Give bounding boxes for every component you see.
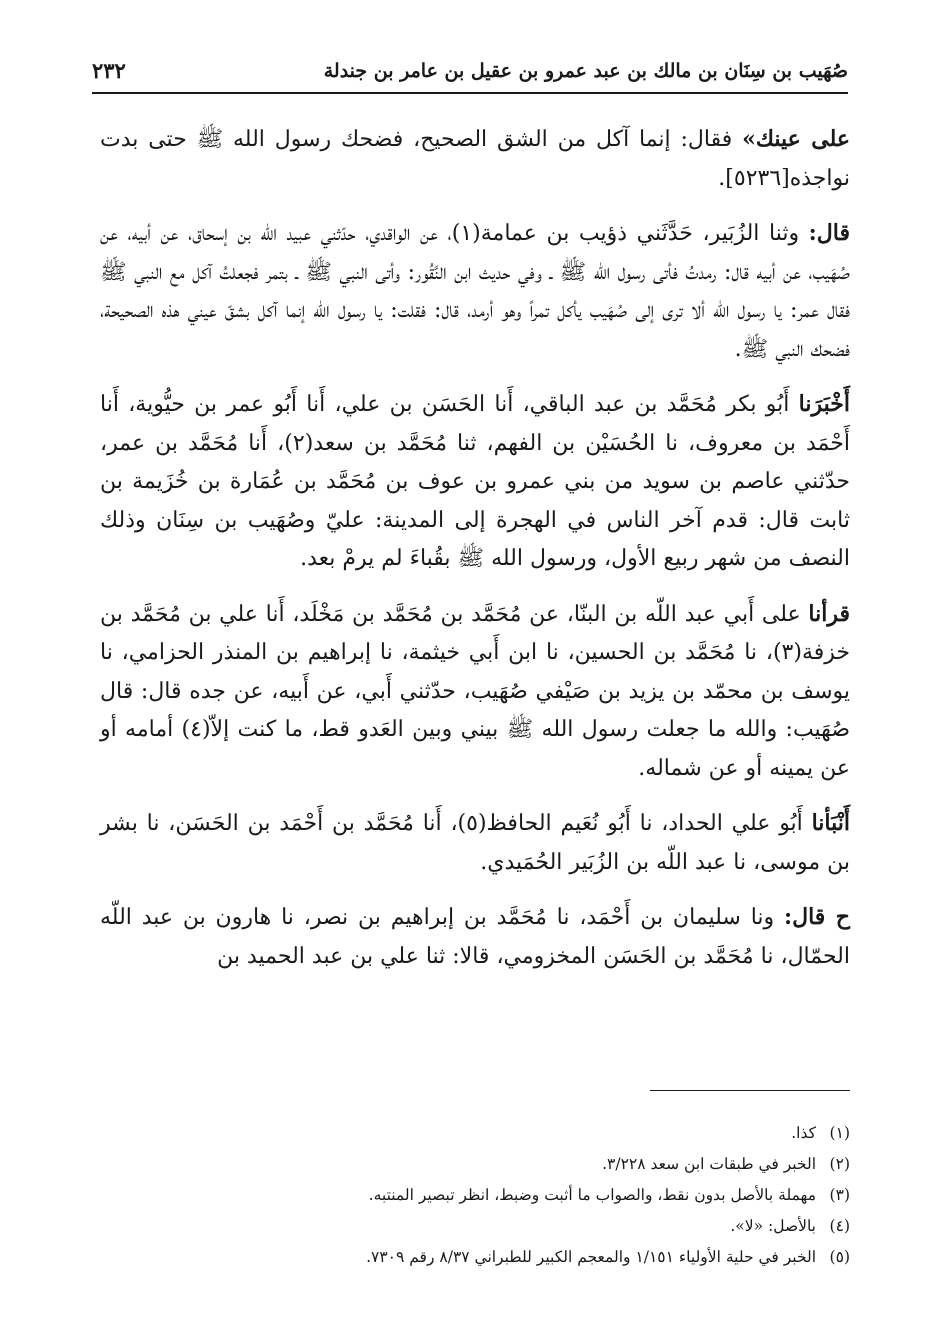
paragraph (100, 214, 850, 369)
paragraph-text: فقال: إنما آكل من الشق الصحيح، فضحك رسول الله ﷺ حتى بدت نواجذه[٥٢٣٦]. (100, 127, 850, 191)
footnote-text: الخبر في حلية الأولياء ١/١٥١ والمعجم الكبير للطبراني ٨/٣٧ رقم ٧٣٠٩. (366, 1248, 816, 1266)
footnote (100, 1180, 850, 1211)
footnote (100, 1242, 850, 1273)
paragraph (100, 898, 850, 976)
footnote-number: (٥) (829, 1248, 850, 1266)
paragraph (100, 804, 850, 882)
paragraph-lead: ح قال: (783, 904, 850, 930)
footnote-text: كذا. (791, 1124, 816, 1142)
page-number: ٢٣٢ (92, 58, 126, 83)
footnotes (100, 1118, 850, 1273)
paragraph-lead: على عينك» (742, 126, 850, 152)
footnote-text: بالأصل: «لا». (730, 1217, 816, 1235)
footnote-number: (٢) (829, 1155, 850, 1173)
footnote-number: (٣) (829, 1186, 850, 1204)
paragraph-text: أَبُو علي الحداد، نا أَبُو نُعَيم الحافظ(٥)، أَنا مُحَمَّد بن أَحْمَد بن الحَسَن، نا بشر بن موسى، نا عبد اللّه بن الزُبَير الحُمَيدي. (100, 811, 850, 875)
page-header (92, 52, 848, 94)
footnote (100, 1149, 850, 1180)
paragraph-lead: قال: (808, 220, 850, 246)
footnote (100, 1211, 850, 1242)
paragraph (100, 385, 850, 579)
paragraph (100, 595, 850, 789)
paragraph-text: وثنا الزُبَير، حَدَّثَني ذؤيب بن عمامة(١)، عن الواقدي، حدّثني عبيد الله بن إسحاق، عن أبيه، عن صُهَيب، عن أبيه قال: رمدتُ فأتى رسول الله ﷺ ـ وفي حديث ابن النَّقُور: وأتى النبي ﷺ ـ بتمر فجعلتُ آكل مع النبي ﷺ فقال عمر: يا رسول الله ألا ترى إلى صُهَيب يأكل تمراً وهو أرمد، قال: فقلت: يا رسول الله إنما آكل بشقّ عيني هذه الصحيحة، فضحك النبي ﷺ. (100, 221, 851, 362)
paragraph-text: على أَبي عبد اللّه بن البنّا، عن مُحَمَّد بن مُحَمَّد بن مَخْلَد، أَنا علي بن مُحَمَّد بن خزفة(٣)، نا مُحَمَّد بن الحسين، نا ابن أَبي خيثمة، نا إبراهيم بن المنذر الحزامي، نا يوسف بن محمّد بن يزيد بن صَيْفي صُهَيب، حدّثني أَبي، عن أَبيه، عن جده قال: قال صُهَيب: والله ما جعلت رسول الله ﷺ بيني وبين العَدو قط، ما كنت إلاّ(٤) أمامه أو عن يمينه أو عن شماله. (100, 601, 851, 781)
paragraph-text: ونا سليمان بن أَحْمَد، نا مُحَمَّد بن إبراهيم بن نصر، نا هارون بن عبد اللّه الحمّال، نا مُحَمَّد بن الحَسَن المخزومي، قالا: ثنا علي بن عبد الحميد بن (100, 905, 850, 969)
footnote-separator (650, 1090, 850, 1091)
footnote-number: (١) (829, 1124, 850, 1142)
footnote (100, 1118, 850, 1149)
main-text (100, 120, 850, 992)
running-title: صُهَيب بن سِنَان بن مالك بن عبد عمرو بن عقيل بن عامر بن جندلة (323, 60, 848, 82)
footnote-number: (٤) (829, 1217, 850, 1235)
paragraph-lead: قرأنا (808, 600, 850, 627)
footnote-text: مهملة بالأصل بدون نقط، والصواب ما أثبت وضبط، انظر تبصير المنتبه. (368, 1186, 816, 1204)
paragraph (100, 120, 850, 198)
footnote-text: الخبر في طبقات ابن سعد ٣/٢٢٨. (602, 1155, 816, 1173)
paragraph-text: أَبُو بكر مُحَمَّد بن عبد الباقي، أَنا الحَسَن بن علي، أَنا أَبُو عمر بن حيُّوية، أَنا أَحْمَد بن معروف، نا الحُسَيْن بن الفهم، ثنا مُحَمَّد بن سعد(٢)، أَنا مُحَمَّد بن عمر، حدّثني عاصم بن سويد من بني عمرو بن عوف بن مُحَمَّد بن عُمَارة بن خُزَيمة بن ثابت قال: قدم آخر الناس في الهجرة إلى المدينة: عليّ وصُهَيب بن سِنَان وذلك النصف من شهر ربيع الأول، ورسول الله ﷺ بقُباءَ لم يرمْ بعد. (100, 392, 850, 571)
paragraph-lead: أَنْبَأنا (811, 810, 850, 836)
paragraph-lead: أَخْبَرَنا (798, 391, 850, 417)
